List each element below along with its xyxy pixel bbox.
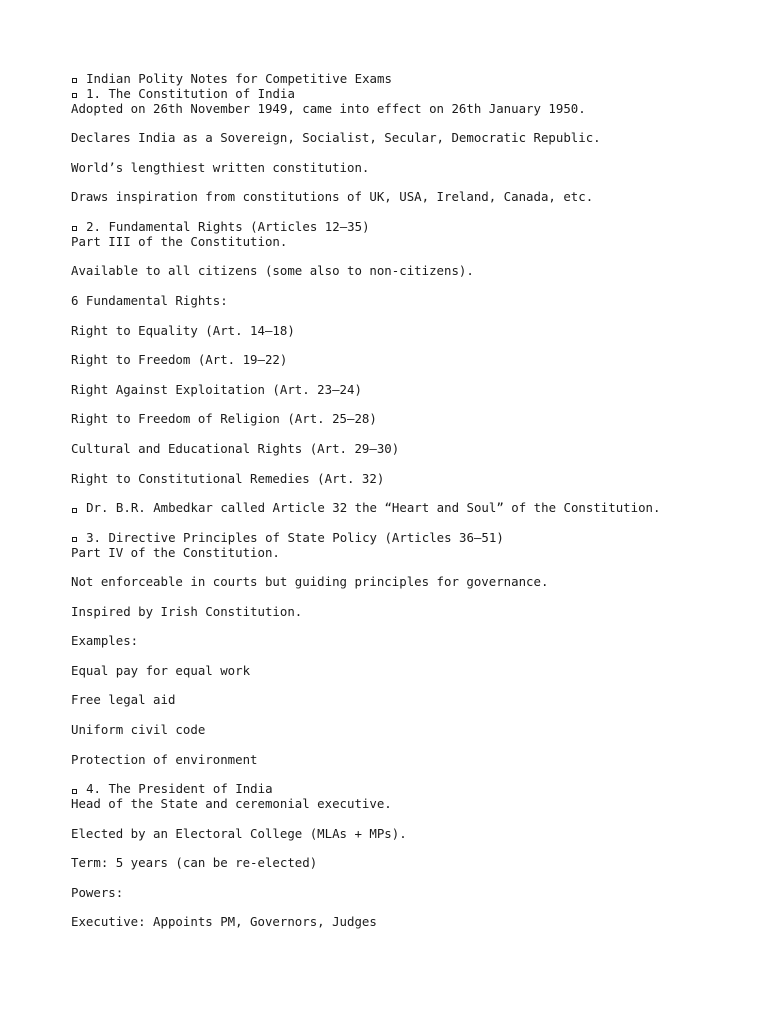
line-text: Right to Equality (Art. 14–18) — [71, 322, 295, 338]
line-text: Declares India as a Sovereign, Socialist, Secular, Democratic Republic. — [71, 130, 601, 146]
text-line — [71, 827, 751, 842]
line-text: Powers: — [71, 884, 124, 900]
text-line — [71, 886, 751, 901]
line-text: Elected by an Electoral College (MLAs + MPs). — [71, 825, 407, 841]
heading-line — [71, 87, 751, 102]
text-line — [71, 605, 751, 620]
line-text: Part III of the Constitution. — [71, 233, 288, 249]
text-line — [71, 472, 751, 487]
line-text: Protection of environment — [71, 751, 258, 767]
text-line — [71, 634, 751, 649]
text-line — [71, 797, 751, 812]
box-bullet-icon — [71, 223, 79, 231]
line-text: Head of the State and ceremonial executive. — [71, 796, 392, 812]
line-text: Executive: Appoints PM, Governors, Judges — [71, 914, 377, 930]
line-text: Indian Polity Notes for Competitive Exams — [86, 71, 392, 86]
line-text: Free legal aid — [71, 692, 176, 708]
line-text: Right to Freedom of Religion (Art. 25–28) — [71, 411, 377, 427]
line-text: World’s lengthiest written constitution. — [71, 159, 370, 175]
line-text: Uniform civil code — [71, 722, 206, 738]
text-line — [71, 235, 751, 250]
heading-line — [71, 220, 751, 235]
heading-line — [71, 531, 751, 546]
text-line — [71, 693, 751, 708]
line-text: Equal pay for equal work — [71, 662, 251, 678]
text-line — [71, 915, 751, 930]
line-text: Right Against Exploitation (Art. 23–24) — [71, 381, 362, 397]
heading-line — [71, 501, 751, 516]
text-line — [71, 383, 751, 398]
line-text: 2. Fundamental Rights (Articles 12–35) — [86, 218, 370, 234]
text-line — [71, 324, 751, 339]
box-bullet-icon — [71, 786, 79, 794]
text-line — [71, 264, 751, 279]
text-line — [71, 294, 751, 309]
box-bullet-icon — [71, 75, 79, 83]
box-bullet-icon — [71, 534, 79, 542]
line-text: Adopted on 26th November 1949, came into effect on 26th January 1950. — [71, 100, 586, 116]
line-text: Not enforceable in courts but guiding principles for governance. — [71, 574, 549, 590]
text-line — [71, 575, 751, 590]
line-text: Inspired by Irish Constitution. — [71, 603, 303, 619]
text-line — [71, 353, 751, 368]
line-text: Draws inspiration from constitutions of UK, USA, Ireland, Canada, etc. — [71, 189, 594, 205]
document-body — [71, 72, 751, 930]
line-text: Cultural and Educational Rights (Art. 29–30) — [71, 440, 400, 456]
text-line — [71, 102, 751, 117]
line-text: Part IV of the Constitution. — [71, 544, 280, 560]
text-line — [71, 161, 751, 176]
text-line — [71, 664, 751, 679]
line-text: 4. The President of India — [86, 781, 273, 797]
line-text: 1. The Constitution of India — [86, 85, 295, 101]
text-line — [71, 412, 751, 427]
line-text: Dr. B.R. Ambedkar called Article 32 the “Heart and Soul” of the Constitution. — [86, 500, 661, 516]
text-line — [71, 442, 751, 457]
text-line — [71, 131, 751, 146]
heading-line — [71, 782, 751, 797]
text-line — [71, 723, 751, 738]
line-text: Term: 5 years (can be re-elected) — [71, 855, 318, 871]
box-bullet-icon — [71, 505, 79, 513]
line-text: Available to all citizens (some also to non-citizens). — [71, 263, 474, 279]
text-line — [71, 546, 751, 561]
heading-line — [71, 72, 751, 87]
line-text: Examples: — [71, 633, 139, 649]
line-text: Right to Constitutional Remedies (Art. 32) — [71, 470, 385, 486]
text-line — [71, 753, 751, 768]
box-bullet-icon — [71, 90, 79, 98]
line-text: 6 Fundamental Rights: — [71, 292, 228, 308]
line-text: 3. Directive Principles of State Policy (Articles 36–51) — [86, 529, 504, 545]
text-line — [71, 190, 751, 205]
line-text: Right to Freedom (Art. 19–22) — [71, 352, 288, 368]
text-line — [71, 856, 751, 871]
